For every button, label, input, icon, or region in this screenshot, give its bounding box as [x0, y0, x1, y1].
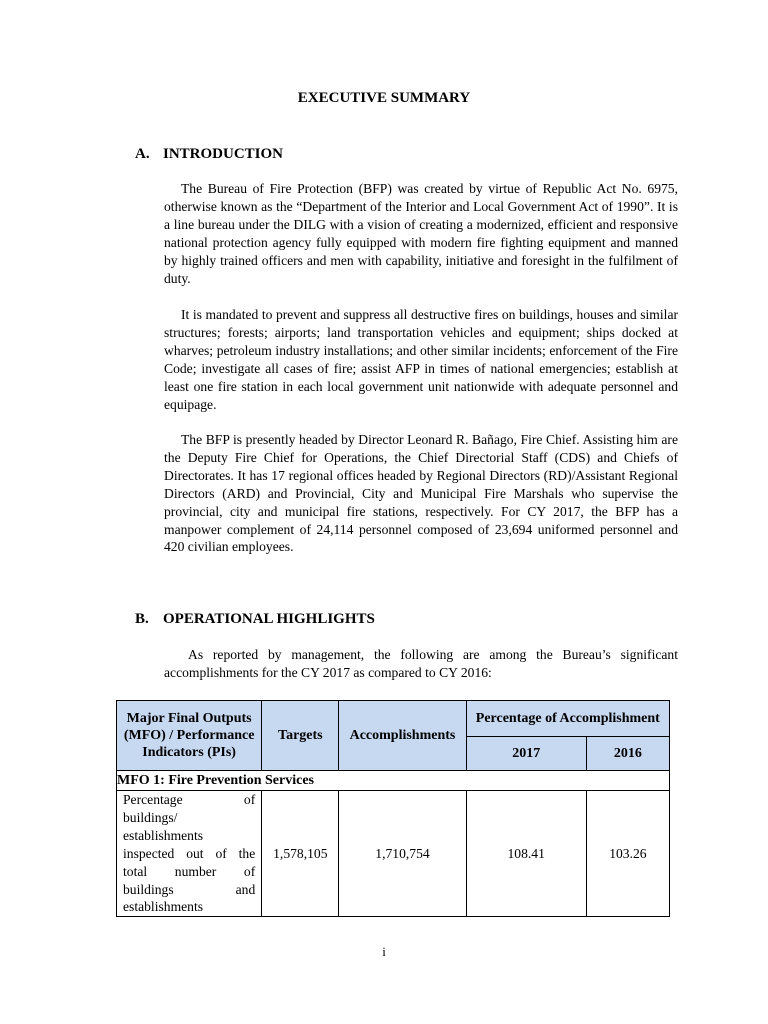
indicator-line: Percentage of — [123, 792, 256, 807]
indicator-line: total number of — [123, 863, 256, 879]
header-2017: 2017 — [466, 737, 586, 771]
intro-paragraph-2: It is mandated to prevent and suppress all destructive fires on buildings, houses and similar structures; forests; airports; land transportation vehicles and equipment; ships docked at wharves; petroleum industry installations; and other similar incidents; enforcement of the Fire Code; investigate all cases of fire; assist AFP in times of national emergencies; establish at least one fire station in each local government unit nationwide with adequate personnel and equipage. — [164, 307, 678, 412]
accomplishments-cell: 1,710,754 — [339, 791, 466, 917]
header-percentage: Percentage of Accomplishment — [466, 701, 669, 737]
header-accomplishments: Accomplishments — [339, 701, 466, 771]
section-a-heading — [135, 146, 283, 163]
operational-intro-paragraph: As reported by management, the following are among the Bureau’s significant accomplishments for the CY 2017 as compared to CY 2016: — [164, 647, 678, 680]
page-number: i — [382, 944, 386, 959]
indicator-line: inspected out of the — [123, 845, 256, 861]
header-targets: Targets — [262, 701, 339, 771]
mfo-title-row: MFO 1: Fire Prevention Services — [117, 771, 670, 791]
section-a-letter: A. — [135, 146, 150, 162]
section-b-heading — [135, 611, 375, 628]
indicator-line: buildings and — [123, 881, 256, 897]
header-2016: 2016 — [586, 737, 669, 771]
header-mfo: Major Final Outputs (MFO) / Performance Indicators (PIs) — [117, 701, 262, 771]
section-a-title: INTRODUCTION — [163, 146, 284, 162]
table-row — [117, 791, 670, 917]
section-b-letter: B. — [135, 611, 149, 627]
indicator-cell — [117, 791, 262, 917]
indicator-line: establishments — [123, 899, 204, 915]
indicator-line: buildings/ — [123, 809, 178, 825]
intro-paragraph-1: The Bureau of Fire Protection (BFP) was created by virtue of Republic Act No. 6975, otherwise known as the “Department of the Interior and Local Government Act of 1990”. It is a line bureau under the DILG with a vision of creating a modernized, efficient and responsive national protection agency fully equipped with modern fire fighting equipment and manned by highly trained officers and men with capability, initiative and foresight in the fulfilment of duty. — [164, 181, 678, 286]
section-b-title: OPERATIONAL HIGHLIGHTS — [163, 611, 375, 627]
page-title: EXECUTIVE SUMMARY — [297, 90, 471, 106]
targets-cell: 1,578,105 — [262, 791, 339, 917]
indicator-line: establishments — [123, 827, 204, 843]
accomplishment-table — [116, 700, 670, 917]
pct-2017-cell: 108.41 — [466, 791, 586, 917]
pct-2016-cell: 103.26 — [586, 791, 669, 917]
intro-paragraph-3: The BFP is presently headed by Director Leonard R. Bañago, Fire Chief. Assisting him are the Deputy Fire Chief for Operations, the Chief Directorial Staff (CDS) and Chiefs of Directorates. It has 17 regional offices headed by Regional Directors (RD)/Assistant Regional Directors (ARD) and Provincial, City and Municipal Fire Marshals who supervise the provincial, city and municipal fire stations, respectively. For CY 2017, the BFP has a manpower complement of 24,114 personnel composed of 23,694 uniformed personnel and 420 civilian employees. — [164, 432, 678, 555]
